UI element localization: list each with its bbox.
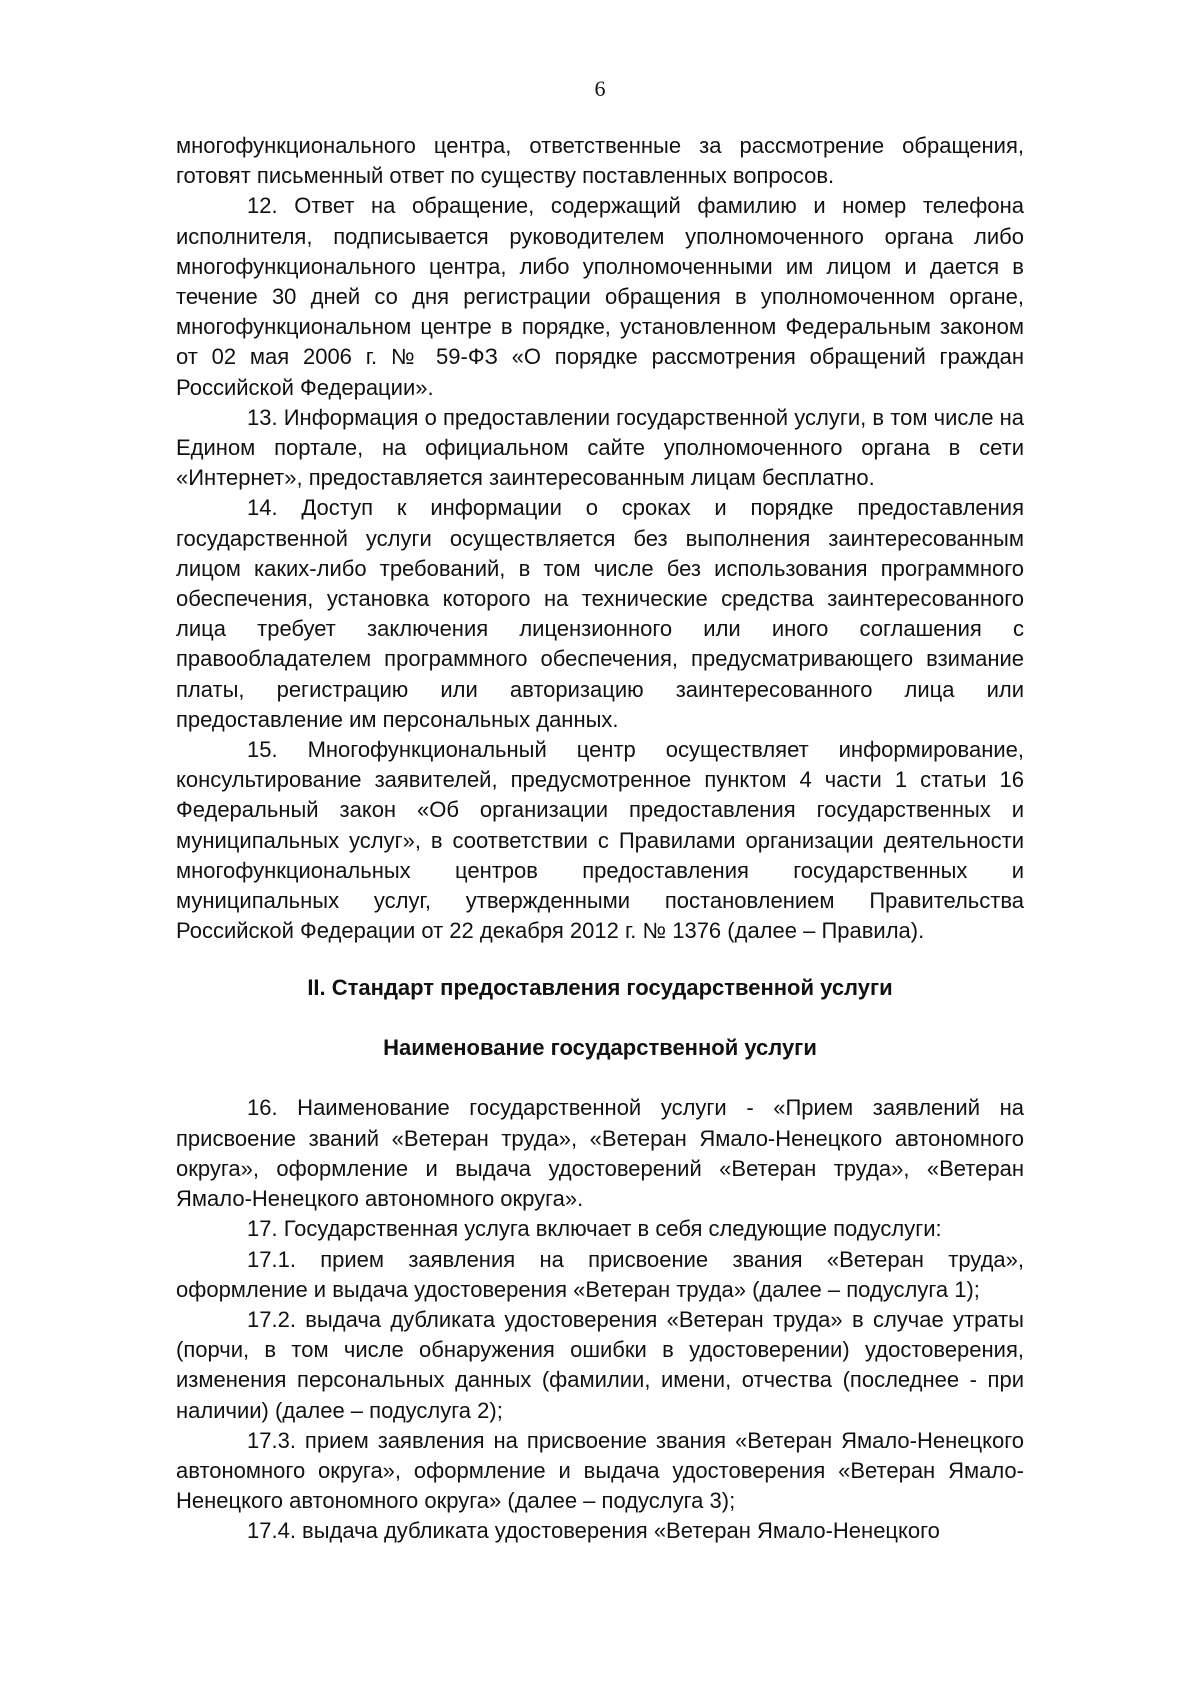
page-number: 6 — [594, 76, 606, 101]
document-body — [176, 131, 1024, 1547]
paragraph-continuation: многофункционального центра, ответственные за рассмотрение обращения, готовят письменный ответ по существу поставленных вопросов. — [176, 133, 1024, 189]
paragraph-17-1: 17.1. прием заявления на присвоение звания «Ветеран труда», оформление и выдача удостоверения «Ветеран труда» (далее – подуслуга 1); — [176, 1246, 1024, 1302]
paragraph-17-2: 17.2. выдача дубликата удостоверения «Ветеран труда» в случае утраты (порчи, в том числе обнаружения ошибки в удостоверении) удостоверения, изменения персональных данных (фамилии, имени, отчества (последнее - при наличии) (далее – подуслуга 2); — [176, 1306, 1024, 1423]
paragraph-13: 13. Информация о предоставлении государственной услуги, в том числе на Едином портале, на официальном сайте уполномоченного органа в сети «Интернет», предоставляется заинтересованным лицам бесплатно. — [176, 404, 1024, 491]
paragraph-17-4: 17.4. выдача дубликата удостоверения «Ветеран Ямало-Ненецкого — [247, 1518, 940, 1544]
paragraph-16: 16. Наименование государственной услуги - «Прием заявлений на присвоение званий «Ветеран труда», «Ветеран Ямало-Ненецкого автономного округа», оформление и выдача удостоверений «Ветеран труда», «Ветеран Ямало-Ненецкого автономного округа». — [176, 1095, 1024, 1212]
paragraph-17: 17. Государственная услуга включает в себя следующие подуслуги: — [247, 1216, 942, 1242]
paragraph-14: 14. Доступ к информации о сроках и порядке предоставления государственной услуги осуществляется без выполнения заинтересованным лицом каких-либо требований, в том числе без использования программного обеспечения, установка которого на технические средства заинтересованного лица требует заключения лицензионного или иного соглашения с правообладателем программного обеспечения, предусматривающего взимание платы, регистрацию или авторизацию заинтересованного лица или предоставление им персональных данных. — [176, 495, 1024, 732]
subsection-heading: Наименование государственной услуги — [383, 1035, 817, 1061]
paragraph-15: 15. Многофункциональный центр осуществляет информирование, консультирование заявителей, предусмотренное пунктом 4 части 1 статьи 16 Федеральный закон «Об организации предоставления государственных и муниципальных услуг», в соответствии с Правилами организации деятельности многофункциональных центров предоставления государственных и муниципальных услуг, утвержденными постановлением Правительства Российской Федерации от 22 декабря 2012 г. № 1376 (далее – Правила). — [176, 737, 1024, 944]
section-heading: II. Стандарт предоставления государственной услуги — [307, 975, 893, 1001]
paragraph-12: 12. Ответ на обращение, содержащий фамилию и номер телефона исполнителя, подписывается руководителем уполномоченного органа либо многофункционального центра, либо уполномоченными им лицом и дается в течение 30 дней со дня регистрации обращения в уполномоченном органе, многофункциональном центре в порядке, установленном Федеральным законом от 02 мая 2006 г. № 59-ФЗ «О порядке рассмотрения обращений граждан Российской Федерации». — [176, 193, 1024, 400]
paragraph-17-3: 17.3. прием заявления на присвоение звания «Ветеран Ямало-Ненецкого автономного округа», оформление и выдача удостоверения «Ветеран Ямало-Ненецкого автономного округа» (далее – подуслуга 3); — [176, 1427, 1024, 1514]
